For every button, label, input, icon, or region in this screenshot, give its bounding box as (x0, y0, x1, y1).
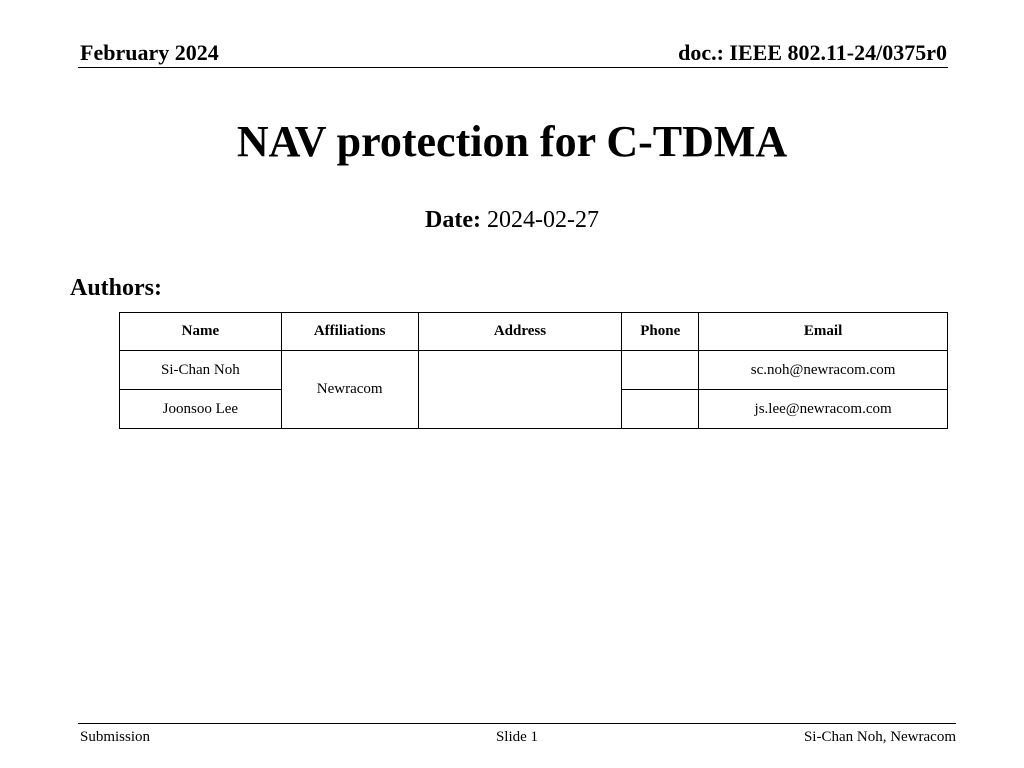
column-header-email: Email (699, 313, 948, 351)
authors-heading: Authors: (70, 275, 163, 301)
footer-author: Si-Chan Noh, Newracom (803, 729, 956, 745)
author-name: Si-Chan Noh (120, 351, 282, 390)
table-header-row (120, 313, 948, 351)
author-email: sc.noh@newracom.com (699, 351, 948, 390)
header-divider (78, 67, 948, 68)
footer-slide-number: Slide 1 (495, 729, 539, 745)
author-phone (622, 390, 699, 429)
table-row (120, 351, 948, 390)
column-header-affiliations: Affiliations (281, 313, 418, 351)
header-date: February 2024 (80, 40, 219, 65)
author-address (418, 351, 622, 429)
column-header-name: Name (120, 313, 282, 351)
author-phone (622, 351, 699, 390)
author-affiliation: Newracom (281, 351, 418, 429)
slide-title: NAV protection for C-TDMA (236, 117, 788, 166)
header-doc-id: doc.: IEEE 802.11-24/0375r0 (678, 40, 947, 65)
authors-table (119, 312, 948, 429)
column-header-address: Address (418, 313, 622, 351)
footer-divider (78, 723, 956, 724)
date-line (0, 203, 1024, 237)
author-email: js.lee@newracom.com (699, 390, 948, 429)
date-value: 2024-02-27 (486, 207, 599, 233)
author-name: Joonsoo Lee (120, 390, 282, 429)
footer-submission: Submission (80, 729, 151, 745)
date-label: Date: (425, 207, 481, 233)
column-header-phone: Phone (622, 313, 699, 351)
